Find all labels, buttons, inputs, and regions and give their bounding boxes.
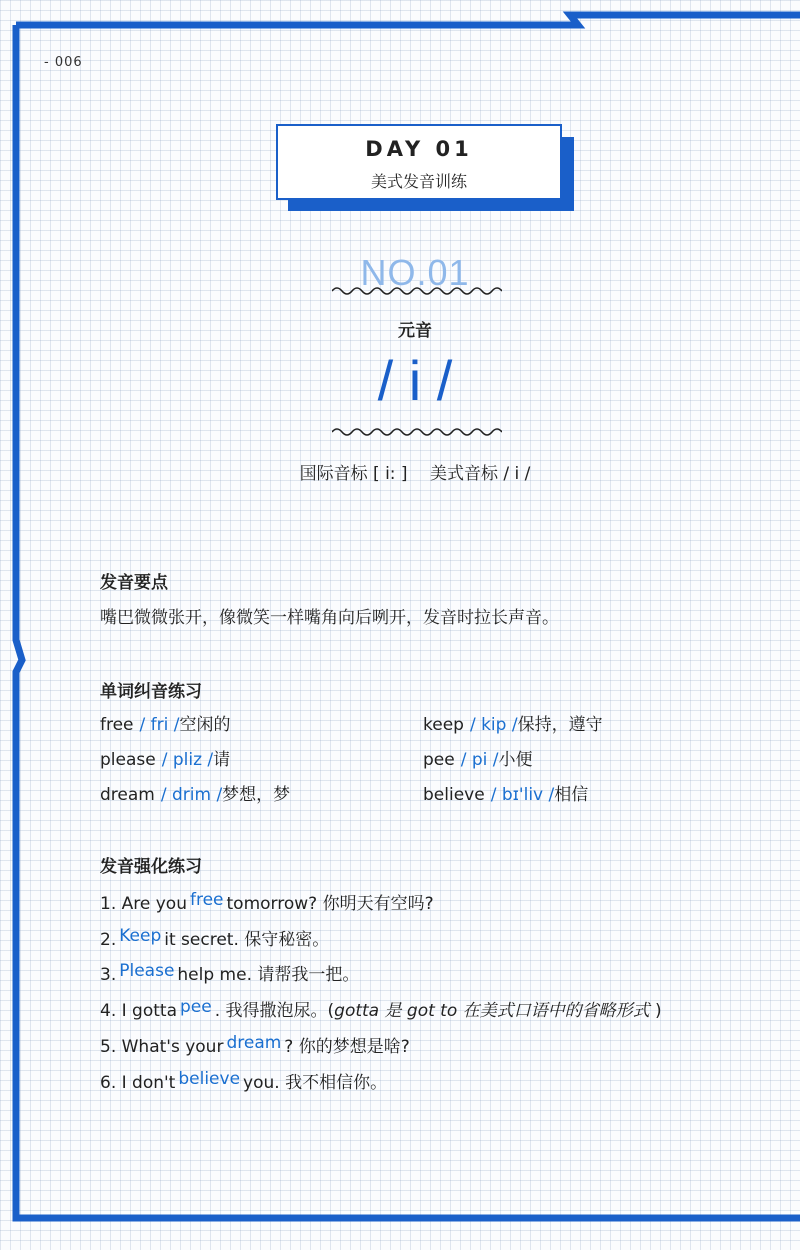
word-zh: 相信 (554, 785, 589, 805)
word-item (100, 780, 290, 805)
day-header-box (276, 124, 562, 200)
word-en: free (100, 715, 134, 735)
word-zh: 梦想，梦 (222, 785, 291, 805)
word-phonetic: / pi / (460, 750, 499, 770)
word-en: please (100, 750, 156, 770)
sentence-keyword: dream (226, 1033, 282, 1053)
ipa-comparison: 国际音标 [ i: ] 美式音标 / i / (299, 464, 531, 484)
word-en: keep (423, 715, 464, 735)
page-number: - 006 (44, 55, 83, 70)
word-phonetic: / drim / (160, 785, 223, 805)
sentence-pre: 4. I gotta (100, 1001, 177, 1021)
word-item (423, 745, 533, 770)
word-en: dream (100, 785, 155, 805)
sentence-keyword: Please (119, 961, 175, 981)
word-en: believe (423, 785, 485, 805)
word-zh: 保持，遵守 (517, 715, 603, 735)
sentence-post: . 我得撒泡尿。( (214, 1001, 335, 1021)
word-zh: 请 (213, 750, 231, 770)
sentence-item (100, 889, 434, 914)
lesson-number: NO.01 (360, 252, 470, 293)
sentence-item (100, 1032, 410, 1057)
sentence-keyword: Keep (119, 926, 162, 946)
sentence-pre: 1. Are you (100, 894, 187, 914)
key-points-title: 发音要点 (100, 573, 168, 593)
sentence-pre: 6. I don't (100, 1073, 176, 1093)
sentence-pre: 5. What's your (100, 1037, 224, 1057)
word-phonetic: / bɪ'liv / (490, 785, 555, 805)
word-item (100, 710, 231, 735)
wave-divider-bottom (332, 425, 502, 439)
sentence-item (100, 996, 662, 1021)
word-phonetic: / fri / (139, 715, 180, 735)
sentence-post: help me. 请帮我一把。 (177, 965, 360, 985)
word-item (423, 780, 588, 805)
sentence-pre: 2. (100, 930, 117, 950)
sentence-item (100, 1068, 387, 1093)
sentence-keyword: believe (178, 1069, 241, 1089)
word-item (423, 710, 603, 735)
word-zh: 空闲的 (179, 715, 231, 735)
phonetic-symbol: / i / (377, 349, 453, 412)
word-phonetic: / pliz / (161, 750, 214, 770)
sentence-post: tomorrow? 你明天有空吗? (226, 894, 434, 914)
sentence-keyword: pee (179, 997, 212, 1017)
sentence-post: ? 你的梦想是啥? (284, 1037, 410, 1057)
word-en: pee (423, 750, 455, 770)
sentence-item (100, 925, 329, 950)
sentence-practice-title: 发音强化练习 (100, 857, 202, 877)
sentence-item (100, 960, 359, 985)
sentence-note: gotta 是 got to 在美式口语中的省略形式 (334, 1001, 650, 1021)
day-title: DAY 01 (365, 137, 473, 161)
key-points-text: 嘴巴微微张开，像微笑一样嘴角向后咧开，发音时拉长声音。 (100, 608, 559, 628)
word-practice-title: 单词纠音练习 (100, 682, 202, 702)
day-subtitle: 美式发音训练 (370, 172, 467, 191)
sentence-pre: 3. (100, 965, 117, 985)
word-item (100, 745, 230, 770)
word-zh: 小便 (498, 750, 533, 770)
sentence-note-close: ) (649, 1001, 662, 1021)
vowel-category: 元音 (398, 321, 432, 341)
sentence-keyword: free (189, 890, 224, 910)
sentence-post: it secret. 保守秘密。 (164, 930, 330, 950)
sentence-post: you. 我不相信你。 (243, 1073, 388, 1093)
word-phonetic: / kip / (469, 715, 518, 735)
wave-divider-top (332, 284, 502, 298)
